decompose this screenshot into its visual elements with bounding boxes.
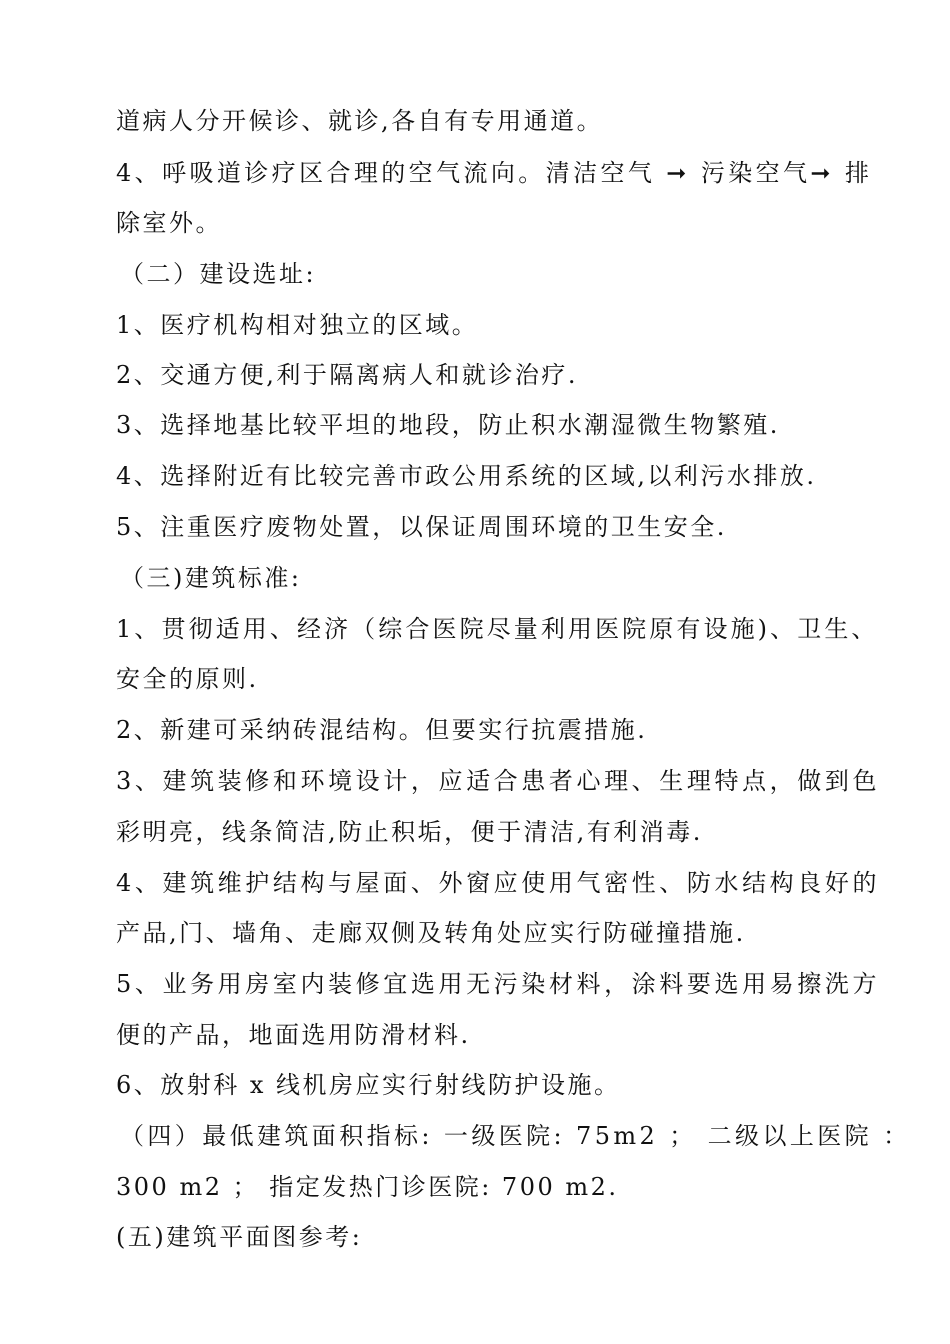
list-item: 4、建筑维护结构与屋面、外窗应使用气密性、防水结构良好的 (116, 869, 881, 897)
list-item: 6、放射科 x 线机房应实行射线防护设施。 (116, 1071, 621, 1099)
section-heading: (五)建筑平面图参考: (116, 1223, 363, 1251)
text-line: 300 m2 ； 指定发热门诊医院: 700 m2. (116, 1173, 619, 1201)
section-heading: （二）建设选址: (120, 260, 317, 288)
text-line: 产品,门、墙角、走廊双侧及转角处应实行防碰撞措施. (116, 919, 746, 947)
list-item: 2、新建可采纳砖混结构。但要实行抗震措施. (116, 716, 648, 744)
text-line: 4、呼吸道诊疗区合理的空气流向。清洁空气 ➞ 污染空气➞ 排 (116, 159, 873, 187)
list-item: 3、建筑装修和环境设计，应适合患者心理、生理特点，做到色 (116, 767, 881, 795)
text-line: 除室外。 (116, 209, 222, 237)
text-line: 安全的原则. (116, 665, 259, 693)
list-item: 3、选择地基比较平坦的地段，防止积水潮湿微生物繁殖. (116, 411, 780, 439)
section-heading: （三)建筑标准: (120, 564, 302, 592)
list-item: 5、注重医疗废物处置，以保证周围环境的卫生安全. (116, 513, 727, 541)
list-item: 5、业务用房室内装修宜选用无污染材料，涂料要选用易擦洗方 (116, 970, 881, 998)
list-item: 2、交通方便,利于隔离病人和就诊治疗. (116, 361, 579, 389)
section-heading: （四）最低建筑面积指标: 一级医院: 75m2 ； 二级以上医院 ： (120, 1122, 911, 1150)
list-item: 1、医疗机构相对独立的区域。 (116, 311, 479, 339)
text-line: 道病人分开候诊、就诊,各自有专用通道。 (116, 107, 604, 135)
text-line: 彩明亮，线条简洁,防止积垢，便于清洁,有利消毒. (116, 818, 703, 846)
list-item: 1、贯彻适用、经济（综合医院尽量利用医院原有设施)、卫生、 (116, 615, 879, 643)
text-line: 便的产品，地面选用防滑材料. (116, 1021, 471, 1049)
list-item: 4、选择附近有比较完善市政公用系统的区域,以利污水排放. (116, 462, 817, 490)
